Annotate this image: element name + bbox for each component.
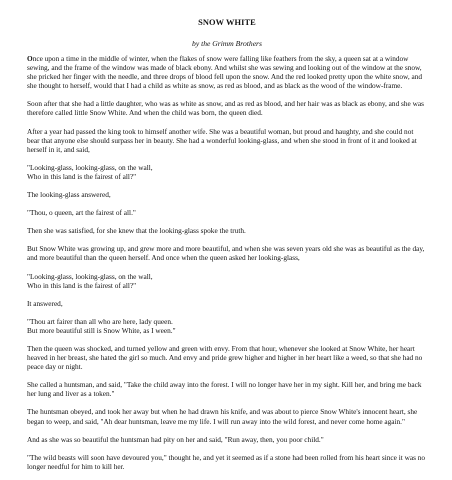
document-byline: by the Grimm Brothers <box>192 39 262 48</box>
paragraph-4: "Looking-glass, looking-glass, on the wall, Who in this land is the fairest of all?" <box>27 162 153 181</box>
paragraph-3: After a year had passed the king took to himself another wife. She was a beautiful woman, but proud and haughty, and she could not bear that anyone else should surpass her in beauty. She had a wonderful looking-glass, and when she stood in front of it and looked at herself in it, and said, <box>27 126 417 154</box>
paragraph-5: The looking-glass answered, <box>27 190 111 200</box>
paragraph-1-text: nce upon a time in the middle of winter, when the flakes of snow were falling like feathers from the sky, a queen sat at a window sewing, and the frame of the window was made of black ebony. And whilst she was sewing and looking out of the window at the snow, she pricked her finger with the needle, and three drops of blood fell upon the snow. And the red looked pretty upon the white snow, and she thought to herself, would that I had a child as white as snow, as red as blood, and as black as the wood of the window-frame. <box>27 54 423 91</box>
first-letter: O <box>27 54 33 63</box>
paragraph-2: Soon after that she had a little daughter, who was as white as snow, and as red as blood, and her hair was as black as ebony, and she was therefore called little Snow White. And when the child was born, the queen died. <box>27 99 424 118</box>
paragraph-7: Then she was satisfied, for she knew that the looking-glass spoke the truth. <box>27 226 246 236</box>
paragraph-13: She called a huntsman, and said, "Take the child away into the forest. I will no longer have her in my sight. Kill her, and bring me back her lung and liver as a token." <box>27 380 422 399</box>
paragraph-9: "Looking-glass, looking-glass, on the wall, Who in this land is the fairest of all?" <box>27 271 153 290</box>
paragraph-16: "The wild beasts will soon have devoured you," thought he, and yet it seemed as if a stone had been rolled from his heart since it was no longer needful for him to kill her. <box>27 452 426 471</box>
paragraph-1 <box>27 54 427 90</box>
paragraph-15: And as she was so beautiful the huntsman had pity on her and said, "Run away, then, you poor child." <box>27 434 324 444</box>
paragraph-11: "Thou art fairer than all who are here, lady queen. But more beautiful still is Snow White, as I ween." <box>27 316 176 335</box>
paragraph-14: The huntsman obeyed, and took her away but when he had drawn his knife, and was about to pierce Snow White's innocent heart, she began to weep, and said, "Ah dear huntsman, leave me my life. I will run away into the wild forest, and never come home again." <box>27 407 418 426</box>
paragraph-8: But Snow White was growing up, and grew more and more beautiful, and when she was seven years old she was as beautiful as the day, and more beautiful than the queen herself. And once when the queen asked her looking-glass, <box>27 244 425 263</box>
paragraph-12: Then the queen was shocked, and turned yellow and green with envy. From that hour, whenever she looked at Snow White, her heart heaved in her breast, she hated the girl so much. And envy and pride grew higher and higher in her heart like a weed, so that she had no peace day or night. <box>27 343 423 372</box>
document-page <box>27 18 427 480</box>
paragraph-list <box>27 99 427 471</box>
paragraph-6: "Thou, o queen, art the fairest of all." <box>27 208 136 218</box>
paragraph-10: It answered, <box>27 298 63 308</box>
document-title: SNOW WHITE <box>198 18 256 27</box>
